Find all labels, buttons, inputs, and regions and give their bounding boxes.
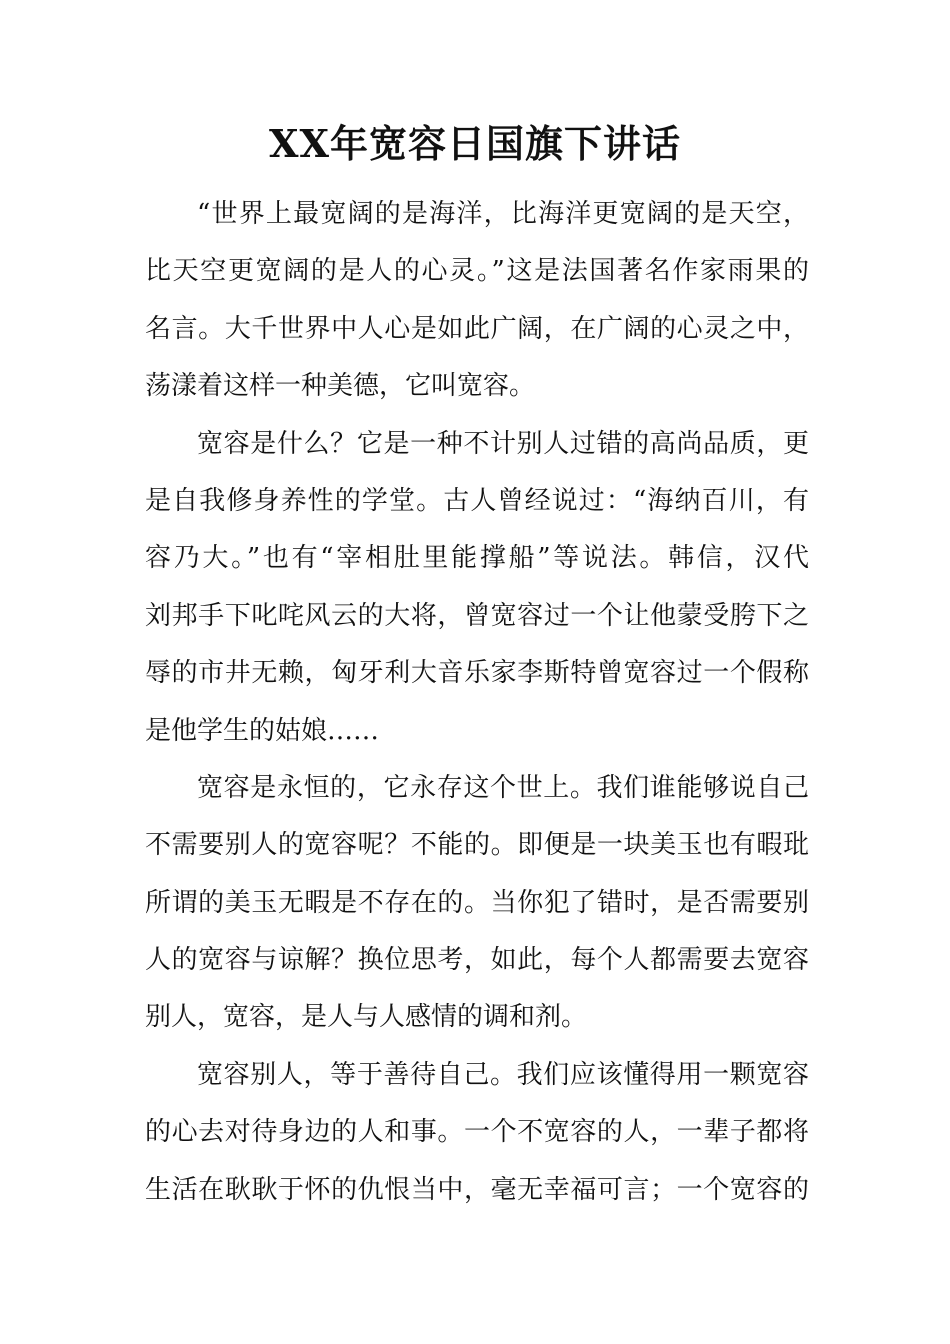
text-line: 生活在耿耿于怀的仇恨当中，毫无幸福可言；一个宽容的 [145,1174,809,1205]
text-line: 是自我修身养性的学堂。古人曾经说过：“海纳百川，有 [145,485,809,516]
paragraph-3 [145,760,809,1047]
paragraph-4 [145,1047,809,1219]
text-line: 别人，宽容，是人与人感情的调和剂。 [145,1002,588,1033]
text-line: “世界上最宽阔的是海洋，比海洋更宽阔的是天空， [197,199,809,229]
document-title: XX年宽容日国旗下讲话 [269,121,681,166]
text-line: 刘邦手下叱咤风云的大将，曾宽容过一个让他蒙受胯下之 [145,600,809,631]
text-line: 荡漾着这样一种美德，它叫宽容。 [145,371,536,402]
text-line: 所谓的美玉无暇是不存在的。当你犯了错时，是否需要别 [145,887,809,918]
text-line: 名言。大千世界中人心是如此广阔，在广阔的心灵之中， [145,313,809,344]
text-line: 宽容是永恒的，它永存这个世上。我们谁能够说自己 [197,772,809,803]
paragraph-2 [145,416,809,760]
text-line: 比天空更宽阔的是人的心灵。”这是法国著名作家雨果的 [145,256,809,287]
text-line: 人的宽容与谅解？换位思考，如此，每个人都需要去宽容 [145,945,809,976]
text-line: 不需要别人的宽容呢？不能的。即便是一块美玉也有暇玭 [145,830,809,861]
text-line: 容乃大。”也有“宰相肚里能撑船”等说法。韩信，汉代 [145,543,809,574]
text-line: 的心去对待身边的人和事。一个不宽容的人，一辈子都将 [145,1117,809,1148]
document-body [145,186,809,1219]
paragraph-1 [145,186,809,416]
text-line: 辱的市井无赖，匈牙利大音乐家李斯特曾宽容过一个假称 [145,658,809,689]
text-line: 宽容别人，等于善待自己。我们应该懂得用一颗宽容 [197,1059,809,1090]
text-line: 是他学生的姑娘…… [145,715,380,746]
text-line: 宽容是什么？它是一种不计别人过错的高尚品质，更 [197,428,809,459]
